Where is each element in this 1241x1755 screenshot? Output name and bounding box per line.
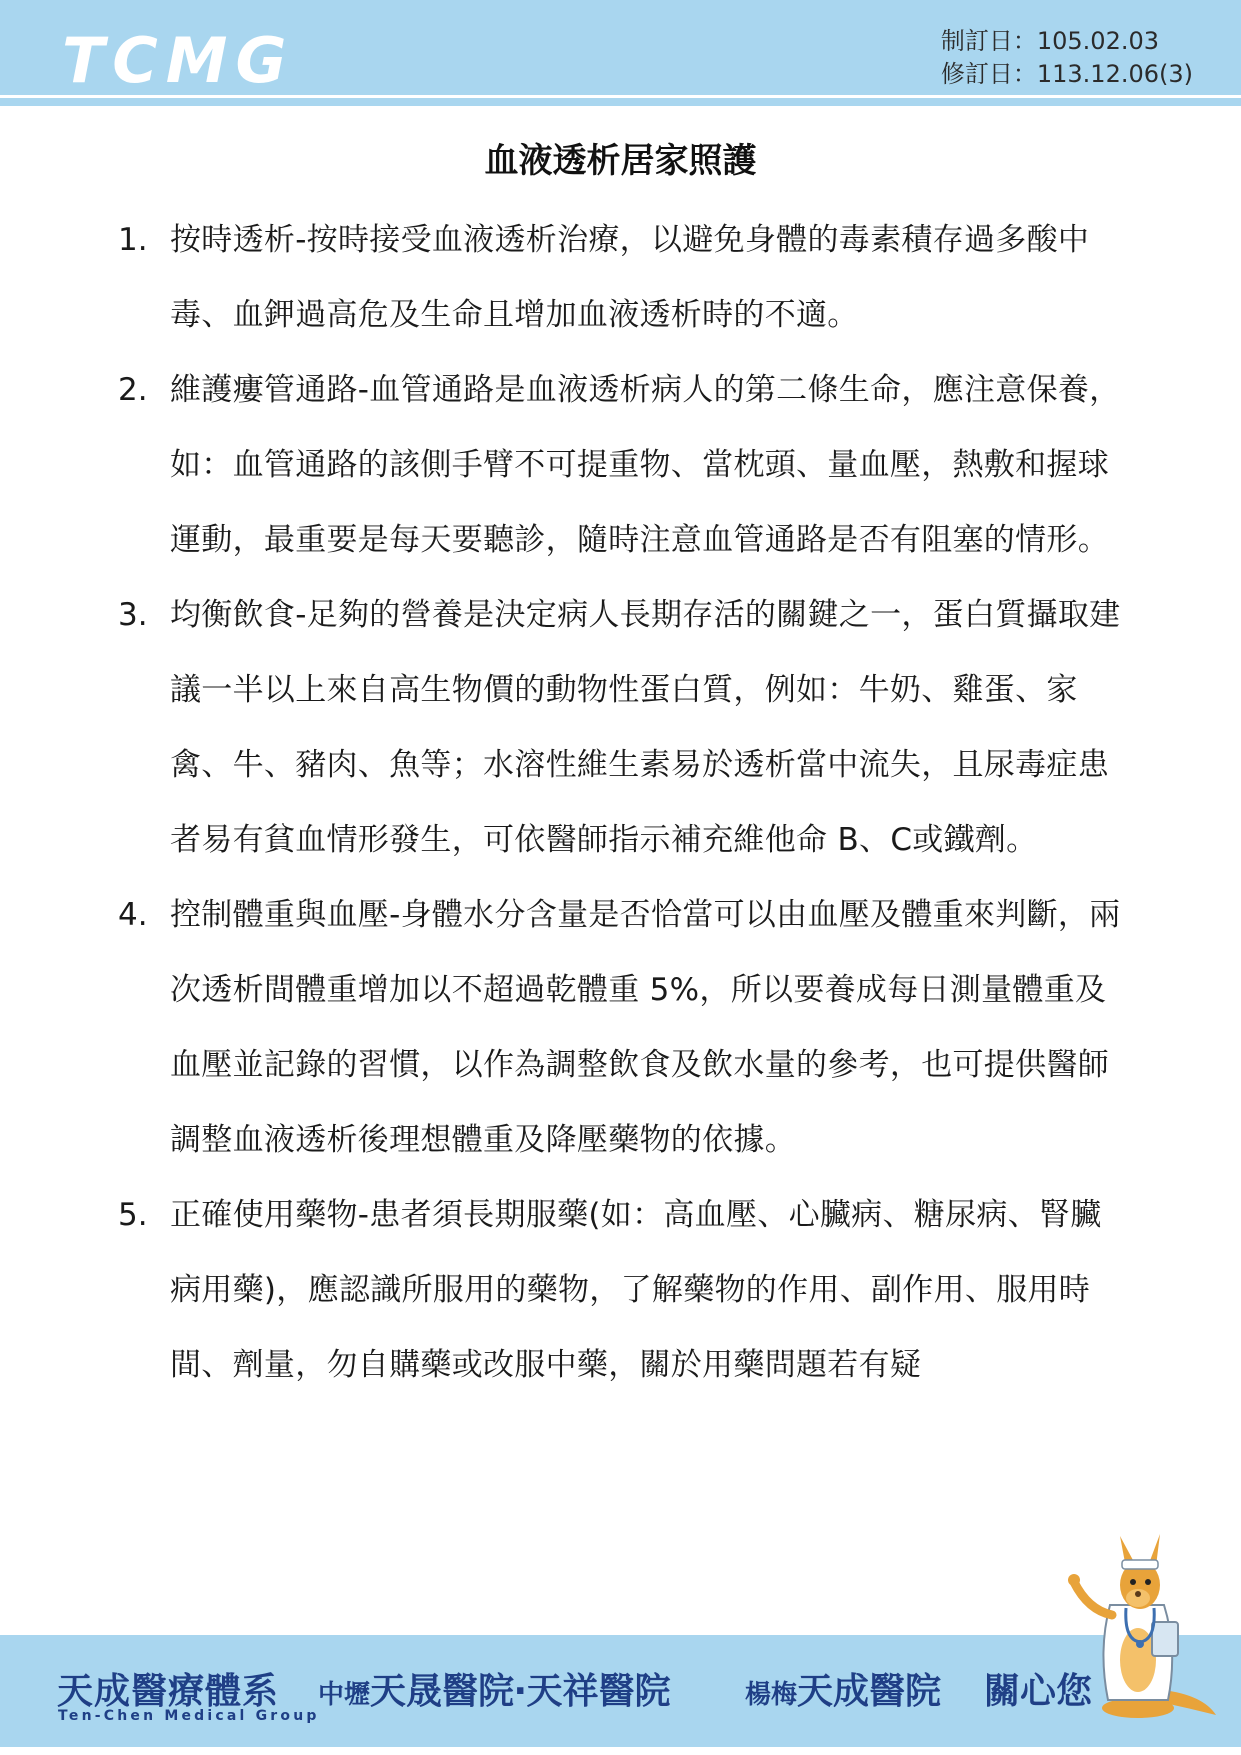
list-item	[118, 353, 1128, 578]
list-item	[118, 1178, 1128, 1403]
document-dates	[941, 25, 1193, 91]
hospital-names-zhongli: 天晟醫院‧天祥醫院	[370, 1671, 671, 1712]
list-item	[118, 578, 1128, 878]
location-yangmei: 楊梅	[745, 1680, 798, 1710]
header-divider	[0, 98, 1241, 106]
group-name: 天成醫療體系	[57, 1671, 280, 1712]
revised-date: 修訂日：113.12.06(3)	[940, 60, 1193, 88]
list-number: 4.	[118, 897, 148, 933]
list-text: 正確使用藥物-患者須長期服藥(如：高血壓、心臟病、糖尿病、腎臟病用藥)，應認識所服用的藥物，了解藥物的作用、副作用、服用時間、劑量，勿自購藥或改服中藥，關於用藥問題若有疑	[170, 1197, 1102, 1383]
list-text: 均衡飲食-足夠的營養是決定病人長期存活的關鍵之一，蛋白質攝取建議一半以上來自高生物價的動物性蛋白質，例如：牛奶、雞蛋、家禽、牛、豬肉、魚等；水溶性維生素易於透析當中流失，且尿毒症患者易有貧血情形發生，可依醫師指示補充維他命 B、C或鐵劑。	[170, 597, 1121, 858]
care-slogan: 關心您	[984, 1671, 1093, 1712]
list-text: 維護瘻管通路-血管通路是血液透析病人的第二條生命，應注意保養，如：血管通路的該側手臂不可提重物、當枕頭、量血壓，熱敷和握球運動，最重要是每天要聽診，隨時注意血管通路是否有阻塞的情形。	[170, 372, 1121, 558]
hospital-group-yangmei	[745, 1663, 941, 1714]
kangaroo-doctor-mascot-icon	[1068, 1530, 1218, 1720]
list-number: 1.	[118, 222, 148, 258]
list-item	[118, 878, 1128, 1178]
hospital-group-zhongli	[318, 1663, 671, 1714]
list-number: 2.	[118, 372, 148, 408]
group-name-english: Ten-Chen Medical Group	[58, 1708, 320, 1724]
location-zhongli: 中壢	[318, 1680, 371, 1710]
list-number: 5.	[118, 1197, 148, 1233]
care-list	[118, 203, 1128, 1403]
established-date: 制訂日：105.02.03	[940, 27, 1160, 55]
hospital-name-yangmei: 天成醫院	[797, 1671, 942, 1712]
list-item	[118, 203, 1128, 353]
tcmg-logo: TCMG	[62, 24, 295, 97]
list-number: 3.	[118, 597, 148, 633]
page-title: 血液透析居家照護	[484, 141, 757, 181]
list-text: 控制體重與血壓-身體水分含量是否恰當可以由血壓及體重來判斷，兩次透析間體重增加以不超過乾體重 5%，所以要養成每日測量體重及血壓並記錄的習慣，以作為調整飲食及飲水量的參考，也可提供醫師調整血液透析後理想體重及降壓藥物的依據。	[170, 897, 1121, 1158]
list-text: 按時透析-按時接受血液透析治療，以避免身體的毒素積存過多酸中毒、血鉀過高危及生命且增加血液透析時的不適。	[170, 222, 1090, 333]
